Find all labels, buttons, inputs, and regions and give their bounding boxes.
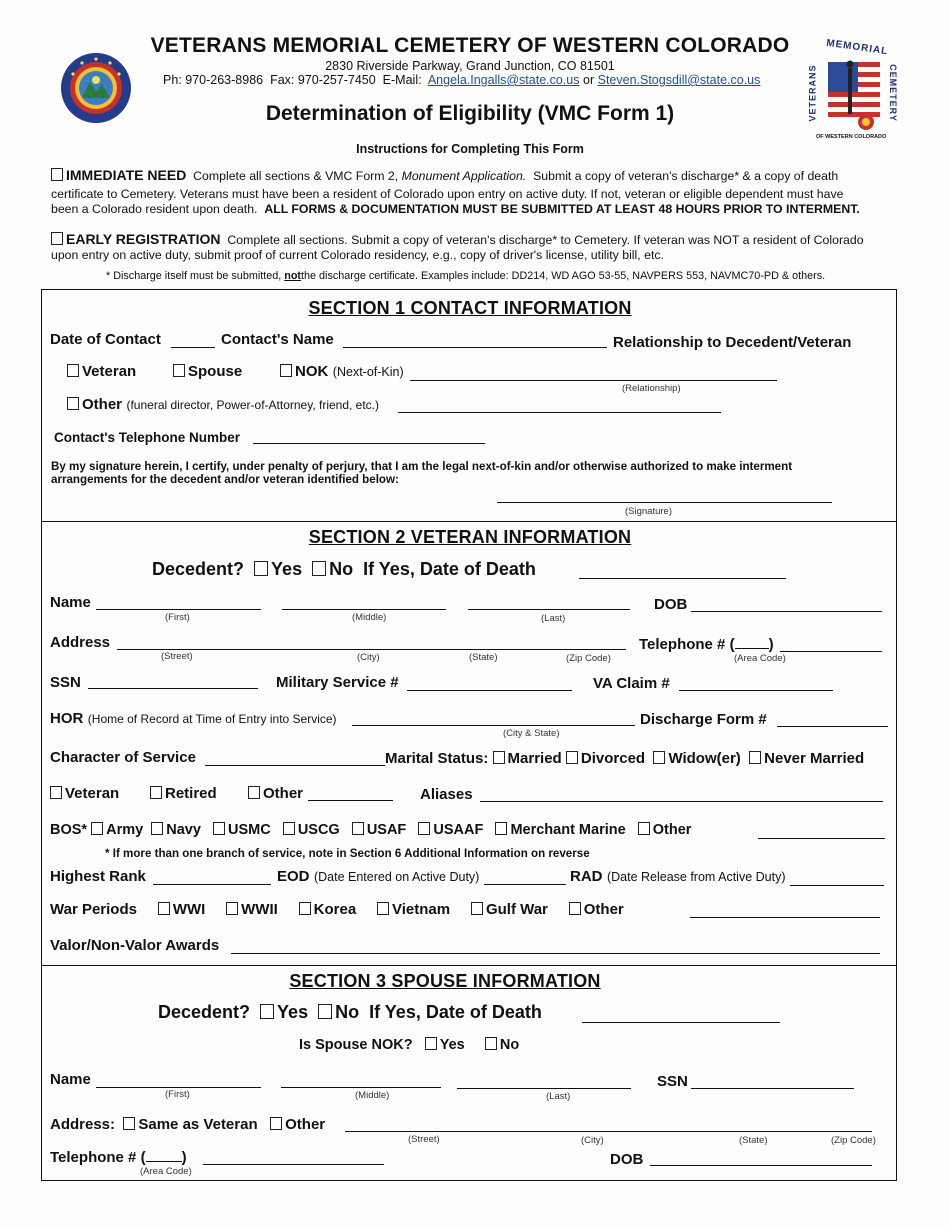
veteran-address-field[interactable] — [117, 649, 626, 650]
spouse-last-sublabel: (Last) — [546, 1091, 571, 1102]
spouse-zip-sublabel: (Zip Code) — [831, 1135, 876, 1146]
status-retired-option[interactable]: Retired — [150, 785, 217, 802]
logo-text-bottom: OF WESTERN COLORADO — [816, 134, 887, 140]
spouse-nok-yes[interactable]: Yes — [425, 1037, 465, 1053]
aliases-label: Aliases — [420, 786, 473, 803]
logo-text-right: CEMETERY — [887, 64, 898, 122]
spouse-address-other-option[interactable]: Other — [270, 1116, 325, 1133]
bos-usmc-option[interactable]: USMC — [213, 822, 271, 838]
middle-sublabel: (Middle) — [352, 612, 387, 623]
area-code-sublabel: (Area Code) — [734, 653, 786, 664]
status-other-option[interactable]: Other — [248, 785, 303, 802]
spouse-nok-no[interactable]: No — [485, 1037, 519, 1053]
early-registration-line1: EARLY REGISTRATION Complete all sections. Submit a copy of veteran's discharge* to Cemetery. If veteran was NOT a resident of Colorado — [51, 231, 864, 247]
valor-awards-field[interactable] — [231, 953, 880, 954]
veteran-ssn-field[interactable] — [88, 688, 258, 689]
spouse-decedent-yes[interactable]: Yes — [260, 1002, 308, 1022]
contact-other-option[interactable]: Other (funeral director, Power-of-Attorney, friend, etc.) — [67, 396, 379, 414]
veteran-first-name-field[interactable] — [96, 609, 261, 610]
spouse-first-sublabel: (First) — [165, 1089, 190, 1100]
contacts-name-field[interactable] — [343, 347, 607, 348]
state-sublabel: (State) — [469, 652, 498, 663]
spouse-telephone-field[interactable] — [203, 1164, 384, 1165]
spouse-dob-label: DOB — [610, 1151, 644, 1168]
military-service-field[interactable] — [407, 690, 572, 691]
bos-other-option[interactable]: Other — [638, 822, 692, 838]
spouse-same-as-veteran-option[interactable]: Same as Veteran — [123, 1116, 257, 1133]
contact-other-field[interactable] — [398, 412, 721, 413]
veteran-telephone-field[interactable] — [780, 651, 882, 652]
bos-merchant-marine-option[interactable]: Merchant Marine — [495, 822, 625, 838]
spouse-decedent-row: Decedent? Yes No If Yes, Date of Death — [158, 1002, 542, 1022]
spouse-decedent-no[interactable]: No — [318, 1002, 359, 1022]
street-sublabel: (Street) — [161, 651, 193, 662]
bos-uscg-option[interactable]: USCG — [283, 822, 340, 838]
bos-row: BOS* Army Navy USMC USCG USAF USAAF Merchant Marine Other — [50, 822, 692, 838]
spouse-telephone-label: Telephone # ( ) — [50, 1149, 187, 1166]
spouse-middle-sublabel: (Middle) — [355, 1090, 390, 1101]
marital-divorced-option[interactable]: Divorced — [566, 750, 645, 767]
marital-widower-option[interactable]: Widow(er) — [653, 750, 740, 767]
valor-awards-label: Valor/Non-Valor Awards — [50, 937, 220, 954]
veteran-last-name-field[interactable] — [468, 609, 630, 610]
city-sublabel: (City) — [357, 652, 380, 663]
spouse-address-row: Address: Same as Veteran Other — [50, 1116, 326, 1133]
spouse-dob-field[interactable] — [650, 1165, 872, 1166]
veteran-dob-label: DOB — [654, 596, 688, 613]
veteran-ssn-label: SSN — [50, 674, 81, 691]
section1-title: SECTION 1 CONTACT INFORMATION — [308, 298, 632, 318]
signature-sublabel: (Signature) — [625, 506, 672, 517]
war-other-option[interactable]: Other — [569, 901, 624, 918]
cemetery-address: 2830 Riverside Parkway, Grand Junction, CO 81501 — [325, 59, 615, 73]
section2-title: SECTION 2 VETERAN INFORMATION — [308, 527, 632, 547]
eod-label: EOD (Date Entered on Active Duty) — [277, 868, 480, 885]
spouse-state-sublabel: (State) — [739, 1135, 768, 1146]
veteran-address-label: Address — [50, 634, 111, 651]
section-divider-2 — [41, 965, 897, 966]
first-sublabel: (First) — [165, 612, 190, 623]
certify-line2: arrangements for the decedent and/or veteran identified below: — [51, 473, 399, 486]
immediate-need-line2: certificate to Cemetery. Veterans must have been a resident of Colorado upon entry on active duty. If not, veteran or eligible dependent must have — [51, 187, 844, 201]
section-divider-1 — [41, 521, 897, 522]
war-wwi-option[interactable]: WWI — [158, 901, 205, 918]
veteran-dob-field[interactable] — [691, 611, 882, 612]
discharge-footnote: * Discharge itself must be submitted, notthe discharge certificate. Examples include: DD214, WD AGO 53-55, NAVPERS 553, NAVMC70-PD & others. — [106, 270, 826, 282]
nok-relationship-field[interactable] — [410, 380, 777, 381]
early-registration-checkbox[interactable] — [51, 232, 63, 245]
marital-never-married-option[interactable]: Never Married — [749, 750, 864, 767]
cemetery-title: VETERANS MEMORIAL CEMETERY OF WESTERN COLORADO — [150, 34, 790, 57]
war-other-field[interactable] — [690, 917, 880, 918]
bos-army-option[interactable]: Army — [91, 822, 143, 838]
bos-navy-option[interactable]: Navy — [151, 822, 201, 838]
bos-other-field[interactable] — [758, 838, 885, 839]
aliases-field[interactable] — [480, 801, 883, 802]
contact-veteran-option[interactable]: Veteran — [67, 363, 136, 380]
veteran-decedent-yes[interactable]: Yes — [254, 559, 302, 579]
spouse-last-name-field[interactable] — [457, 1088, 631, 1089]
war-korea-option[interactable]: Korea — [299, 901, 357, 918]
date-of-contact-label: Date of Contact — [50, 331, 161, 348]
contact-telephone-field[interactable] — [253, 443, 485, 444]
veteran-decedent-row: Decedent? Yes No If Yes, Date of Death — [152, 559, 536, 579]
highest-rank-field[interactable] — [153, 884, 271, 885]
rad-label: RAD (Date Release from Active Duty) — [570, 868, 786, 885]
cemetery-logo — [807, 37, 898, 144]
email-link-1[interactable]: Angela.Ingalls@state.co.us — [427, 73, 580, 87]
status-veteran-option[interactable]: Veteran — [50, 785, 119, 802]
signature-field[interactable] — [497, 502, 832, 503]
war-gulf-war-option[interactable]: Gulf War — [471, 901, 548, 918]
spouse-city-sublabel: (City) — [581, 1135, 604, 1146]
spouse-date-of-death-field[interactable] — [582, 1022, 780, 1023]
logo-text-top: MEMORIAL — [825, 37, 889, 58]
bos-usaf-option[interactable]: USAF — [352, 822, 406, 838]
rad-field[interactable] — [790, 885, 884, 886]
discharge-form-label: Discharge Form # — [640, 711, 767, 728]
eod-field[interactable] — [484, 884, 566, 885]
spouse-ssn-label: SSN — [657, 1073, 688, 1090]
contact-telephone-label: Contact's Telephone Number — [54, 430, 240, 445]
city-state-sublabel: (City & State) — [503, 728, 560, 739]
war-periods-row: War Periods WWI WWII Korea Vietnam Gulf War Other — [50, 901, 624, 918]
contact-spouse-option[interactable]: Spouse — [173, 363, 242, 380]
veteran-name-label: Name — [50, 594, 91, 611]
last-sublabel: (Last) — [541, 613, 566, 624]
immediate-need-line1: IMMEDIATE NEED Complete all sections & VMC Form 2, Monument Application. Submit a copy of veteran's discharge* & a copy of death — [51, 167, 838, 183]
immediate-need-line3: been a Colorado resident upon death. ALL FORMS & DOCUMENTATION MUST BE SUBMITTED AT LEAST 48 HOURS PRIOR TO INTERMENT. — [51, 202, 860, 216]
marital-married-option[interactable]: Married — [493, 750, 562, 767]
spouse-name-label: Name — [50, 1071, 91, 1088]
military-service-label: Military Service # — [276, 674, 399, 691]
relationship-label: Relationship to Decedent/Veteran — [613, 334, 852, 351]
va-claim-field[interactable] — [679, 690, 833, 691]
spouse-nok-row: Is Spouse NOK? Yes No — [299, 1037, 520, 1053]
date-of-contact-field[interactable] — [171, 347, 215, 348]
zip-sublabel: (Zip Code) — [566, 653, 611, 664]
section3-title: SECTION 3 SPOUSE INFORMATION — [289, 971, 601, 991]
logo-text-left: VETERANS — [807, 64, 818, 122]
contact-line: Ph: 970-263-8986 Fax: 970-257-7450 E-Mail: Angela.Ingalls@state.co.us or Steven.Stogsdill@state.co.us — [163, 73, 761, 87]
hor-label: HOR (Home of Record at Time of Entry into Service) — [50, 710, 337, 727]
character-of-service-label: Character of Service — [50, 749, 196, 766]
spouse-street-sublabel: (Street) — [408, 1134, 440, 1145]
contact-nok-option[interactable]: NOK (Next-of-Kin) — [280, 363, 404, 381]
contacts-name-label: Contact's Name — [221, 331, 334, 348]
veteran-middle-name-field[interactable] — [282, 609, 446, 610]
spouse-middle-name-field[interactable] — [281, 1087, 441, 1088]
bos-note: * If more than one branch of service, note in Section 6 Additional Information on reverse — [105, 847, 590, 860]
early-registration-line2: upon entry on active duty, submit proof of current Colorado residency, e.g., copy of driver's license, utility bill, etc. — [51, 248, 664, 262]
veteran-decedent-no[interactable]: No — [312, 559, 353, 579]
bos-usaaf-option[interactable]: USAAF — [418, 822, 483, 838]
marital-status-label: Marital Status: Married Divorced Widow(er) Never Married — [385, 750, 865, 767]
immediate-need-checkbox[interactable] — [51, 168, 63, 181]
highest-rank-label: Highest Rank — [50, 868, 146, 885]
veteran-date-of-death-field[interactable] — [579, 578, 786, 579]
certify-line1: By my signature herein, I certify, under penalty of perjury, that I am the legal next-of-kin and/or otherwise authorized to make interment — [51, 460, 793, 473]
spouse-area-code-sublabel: (Area Code) — [140, 1166, 192, 1177]
form-title: Determination of Eligibility (VMC Form 1) — [265, 102, 675, 125]
va-claim-label: VA Claim # — [593, 675, 670, 692]
war-wwii-option[interactable]: WWII — [226, 901, 278, 918]
email-link-2[interactable]: Steven.Stogsdill@state.co.us — [597, 73, 761, 87]
relationship-sublabel: (Relationship) — [622, 383, 681, 394]
war-vietnam-option[interactable]: Vietnam — [377, 901, 450, 918]
discharge-form-field[interactable] — [777, 726, 888, 727]
character-of-service-field[interactable] — [205, 765, 385, 766]
spouse-ssn-field[interactable] — [691, 1088, 854, 1089]
status-other-field[interactable] — [308, 800, 393, 801]
veteran-telephone-label: Telephone # ( ) — [639, 636, 774, 653]
spouse-address-field[interactable] — [345, 1131, 872, 1132]
instructions-title: Instructions for Completing This Form — [356, 142, 584, 156]
spouse-first-name-field[interactable] — [96, 1087, 261, 1088]
hor-field[interactable] — [352, 725, 635, 726]
